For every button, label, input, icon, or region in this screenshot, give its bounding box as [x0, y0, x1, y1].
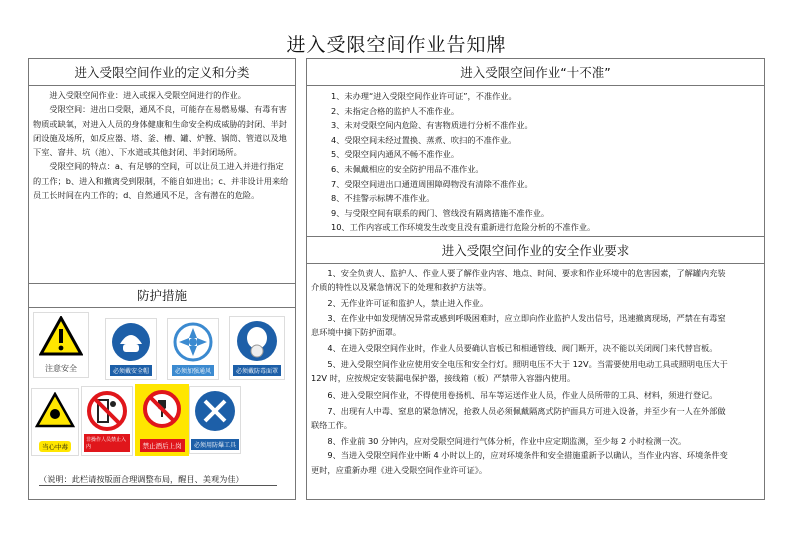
- list-item: 8、不挂警示标牌不准作业。: [331, 193, 435, 204]
- poison-triangle-icon: [35, 392, 75, 428]
- definition-text: [33, 88, 291, 202]
- sign-gas-mask: [229, 316, 285, 380]
- tools-icon: [194, 390, 236, 432]
- page-title: 进入受限空间作业告知牌: [286, 34, 507, 56]
- sign-label: 必须加强通风: [172, 365, 214, 376]
- list-item: 10、工作内容或工作环境发生改变且没有重新进行危险分析的不准作业。: [331, 222, 596, 233]
- sign-poison: [31, 388, 79, 456]
- list-item: 6、未佩戴相应的安全防护用品不准作业。: [331, 163, 484, 174]
- definition-header: 进入受限空间作业的定义和分类: [29, 59, 295, 86]
- requirement-item: 2、无作业许可证和监护人，禁止进入作业。: [327, 298, 489, 309]
- requirement-item: 6、进入受限空间作业，不得使用卷扬机、吊车等运送作业人员，作业人员所带的工具、材料，须进行登记。: [327, 389, 718, 400]
- helmet-icon: [111, 322, 151, 362]
- sign-label: 非操作人员禁止入内: [84, 434, 130, 452]
- layout-note: （说明：此栏请按版面合理调整布局，醒目、美观为佳）: [39, 474, 277, 486]
- list-item: 5、受限空间内通风不畅不准作业。: [331, 149, 460, 160]
- list-item: 9、与受限空间有联系的阀门、管线没有隔离措施不准作业。: [331, 207, 550, 218]
- requirement-item: 8、作业前 30 分钟内，应对受限空间进行气体分析，作业中应定期监测，至少每 2 小时检测一次。: [327, 436, 687, 447]
- requirement-item: 4、在进入受限空间作业时，作业人员要确认盲板已和相通管线、阀门断开，决不能以关闭阀门来代替盲板。: [327, 343, 718, 354]
- sign-ventilation: [167, 318, 219, 380]
- sign-no-entry: [81, 386, 133, 456]
- requirement-item: 9、当进入受限空间作业中断 4 小时以上的，应对环境条件和安全措施重新予以确认，当作业内容、环境条件变更时，应重新办理《进入受限空间作业许可证》。: [311, 450, 728, 475]
- no-entry-icon: [86, 390, 128, 432]
- list-item: 7、受限空间进出口通道周围障碍物没有清除不准作业。: [331, 178, 533, 189]
- prohibitions-list: [307, 89, 764, 235]
- sign-label: 禁止酒后上岗: [140, 439, 185, 452]
- no-alcohol-icon: [141, 388, 183, 430]
- requirement-item: 1、安全负责人、监护人、作业人要了解作业内容、地点、时间、要求和作业环境中的危害因素，了解罐内充装介质的特性以及紧急情况下的处理和救护方法等。: [311, 268, 726, 293]
- sign-label: 当心中毒: [39, 441, 71, 452]
- requirements-header: 进入受限空间作业的安全作业要求: [307, 237, 764, 264]
- requirement-item: 7、出现有人中毒、窒息的紧急情况，抢救人员必须佩戴隔离式防护面具方可进入设备，并至少有一人在外部做联络工作。: [311, 405, 726, 431]
- list-item: 4、受限空间未经过置换、蒸煮、吹扫的不准作业。: [331, 134, 517, 145]
- list-item: 2、未指定合格的监护人不准作业。: [331, 105, 460, 116]
- fan-icon: [173, 322, 213, 362]
- warning-triangle-icon: [39, 316, 83, 356]
- protection-section: [28, 283, 296, 500]
- sign-label: 必须用防爆工具: [191, 439, 239, 450]
- sign-label: 注意安全: [45, 364, 77, 373]
- sign-no-drinking: [135, 384, 189, 456]
- definition-paragraph: 受限空间：进出口受限，通风不良，可能存在易燃易爆、有毒有害物质或缺氧，对进入人员的身体健康和生命安全构成威胁的封闭、半封闭设施及场所，如反应器、塔、釜、槽、罐、炉膛、锅筒、管道以及地下室、窨井、坑（池）、下水道或其他封闭、半封闭场所。: [33, 104, 287, 158]
- sign-explosion-proof-tools: [189, 386, 241, 454]
- definition-section: [28, 58, 296, 284]
- sign-helmet: [105, 318, 157, 380]
- signs-area: [29, 308, 295, 498]
- definition-paragraph: 进入受限空间作业：进入或探入受限空间进行的作业。: [49, 90, 246, 100]
- list-item: 1、未办理“进入受限空间作业许可证”，不准作业。: [331, 91, 517, 101]
- ten-prohibitions-header: 进入受限空间作业“十不准”: [307, 59, 764, 86]
- sign-label: 必须戴防毒面罩: [233, 365, 281, 376]
- sign-caution: [33, 312, 89, 378]
- list-item: 3、未对受限空间内危险、有害物质进行分析不准作业。: [331, 120, 533, 131]
- gas-mask-icon: [236, 320, 278, 362]
- requirement-item: 3、在作业中如发现情况异常或感到呼吸困难时，应立即向作业监护人发出信号，迅速撤离现场，严禁在有毒窒息环境中摘下防护面罩。: [311, 312, 726, 337]
- requirement-item: 5、进入受限空间作业应使用安全电压和安全行灯。照明电压不大于 12V。当需要使用电动工具或照明电压大于 12V 时，应按规定安装漏电保护器，接线箱（板）严禁带入容器内使用。: [311, 359, 728, 384]
- sign-label: 必须戴安全帽: [110, 365, 152, 376]
- definition-paragraph: 受限空间的特点：a、有足够的空间，可以让员工进入并进行指定的工作；b、进入和撤离受到限制，不能自如进出；c、并非设计用来给员工长时间在内工作的；d、自然通风不足，含有潜在的危险。: [33, 161, 289, 201]
- requirements-text: [311, 266, 729, 477]
- protection-header: 防护措施: [29, 284, 295, 308]
- requirements-section: [306, 236, 765, 500]
- ten-prohibitions-section: [306, 58, 765, 237]
